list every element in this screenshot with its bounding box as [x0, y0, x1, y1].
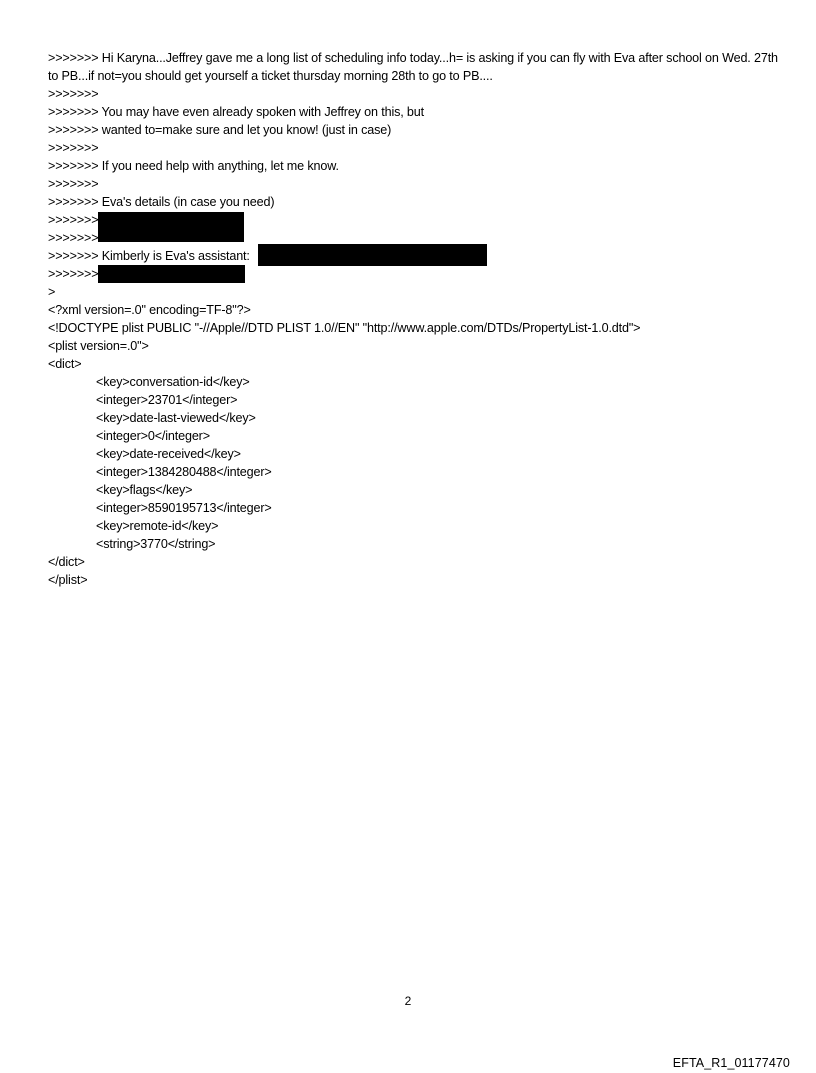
- quote-prefix: >>>>>>>: [48, 231, 99, 245]
- email-line: >>>>>>> If you need help with anything, let me know.: [48, 159, 339, 173]
- plist-entry: <key>date-received</key>: [96, 447, 241, 461]
- email-line: >>>>>>> Hi Karyna...Jeffrey gave me a long list of scheduling info today...h= is asking if you can fly with Eva after school on Wed. 27th to PB...if not=you should get yourself a ticket thursday morning 28th to go to PB....: [48, 51, 778, 83]
- email-line: >>>>>>>: [48, 87, 99, 101]
- plist-entry: <integer>8590195713</integer>: [96, 501, 272, 515]
- redaction-box: [98, 265, 245, 283]
- plist-entry: <integer>23701</integer>: [96, 393, 238, 407]
- document-body: [48, 49, 788, 589]
- email-line-redacted: [48, 247, 788, 265]
- email-line: >>>>>>>: [48, 141, 99, 155]
- email-line: >>>>>>>: [48, 177, 99, 191]
- plist-entry: <integer>1384280488</integer>: [96, 465, 272, 479]
- plist-close-tag: </plist>: [48, 573, 88, 587]
- plist-open-tag: <plist version=.0">: [48, 339, 149, 353]
- email-line: >>>>>>> You may have even already spoken with Jeffrey on this, but: [48, 105, 424, 119]
- page-number: 2: [404, 994, 412, 1008]
- email-line-redacted: [48, 211, 788, 229]
- doctype-line: <!DOCTYPE plist PUBLIC "-//Apple//DTD PLIST 1.0//EN" "http://www.apple.com/DTDs/PropertyList-1.0.dtd">: [48, 321, 641, 335]
- document-id: EFTA_R1_01177470: [672, 1056, 790, 1070]
- redaction-box: [258, 244, 487, 266]
- plist-entry: <key>flags</key>: [96, 483, 193, 497]
- redaction-box: [98, 212, 244, 230]
- xml-declaration: <?xml version=.0" encoding=TF-8"?>: [48, 303, 251, 317]
- assistant-line-text: >>>>>>> Kimberly is Eva's assistant:: [48, 249, 250, 263]
- dict-open-tag: <dict>: [48, 357, 82, 371]
- plist-entry: <string>3770</string>: [96, 537, 216, 551]
- plist-entry: <key>remote-id</key>: [96, 519, 219, 533]
- email-line-redacted: [48, 265, 788, 283]
- email-line: >: [48, 285, 56, 299]
- plist-entry: <integer>0</integer>: [96, 429, 210, 443]
- dict-close-tag: </dict>: [48, 555, 85, 569]
- plist-entry: <key>date-last-viewed</key>: [96, 411, 256, 425]
- email-line: >>>>>>> Eva's details (in case you need): [48, 195, 275, 209]
- plist-entry: <key>conversation-id</key>: [96, 375, 250, 389]
- quote-prefix: >>>>>>>: [48, 213, 99, 227]
- quote-prefix: >>>>>>>: [48, 267, 99, 281]
- email-line: >>>>>>> wanted to=make sure and let you know! (just in case): [48, 123, 392, 137]
- redaction-box: [98, 229, 244, 242]
